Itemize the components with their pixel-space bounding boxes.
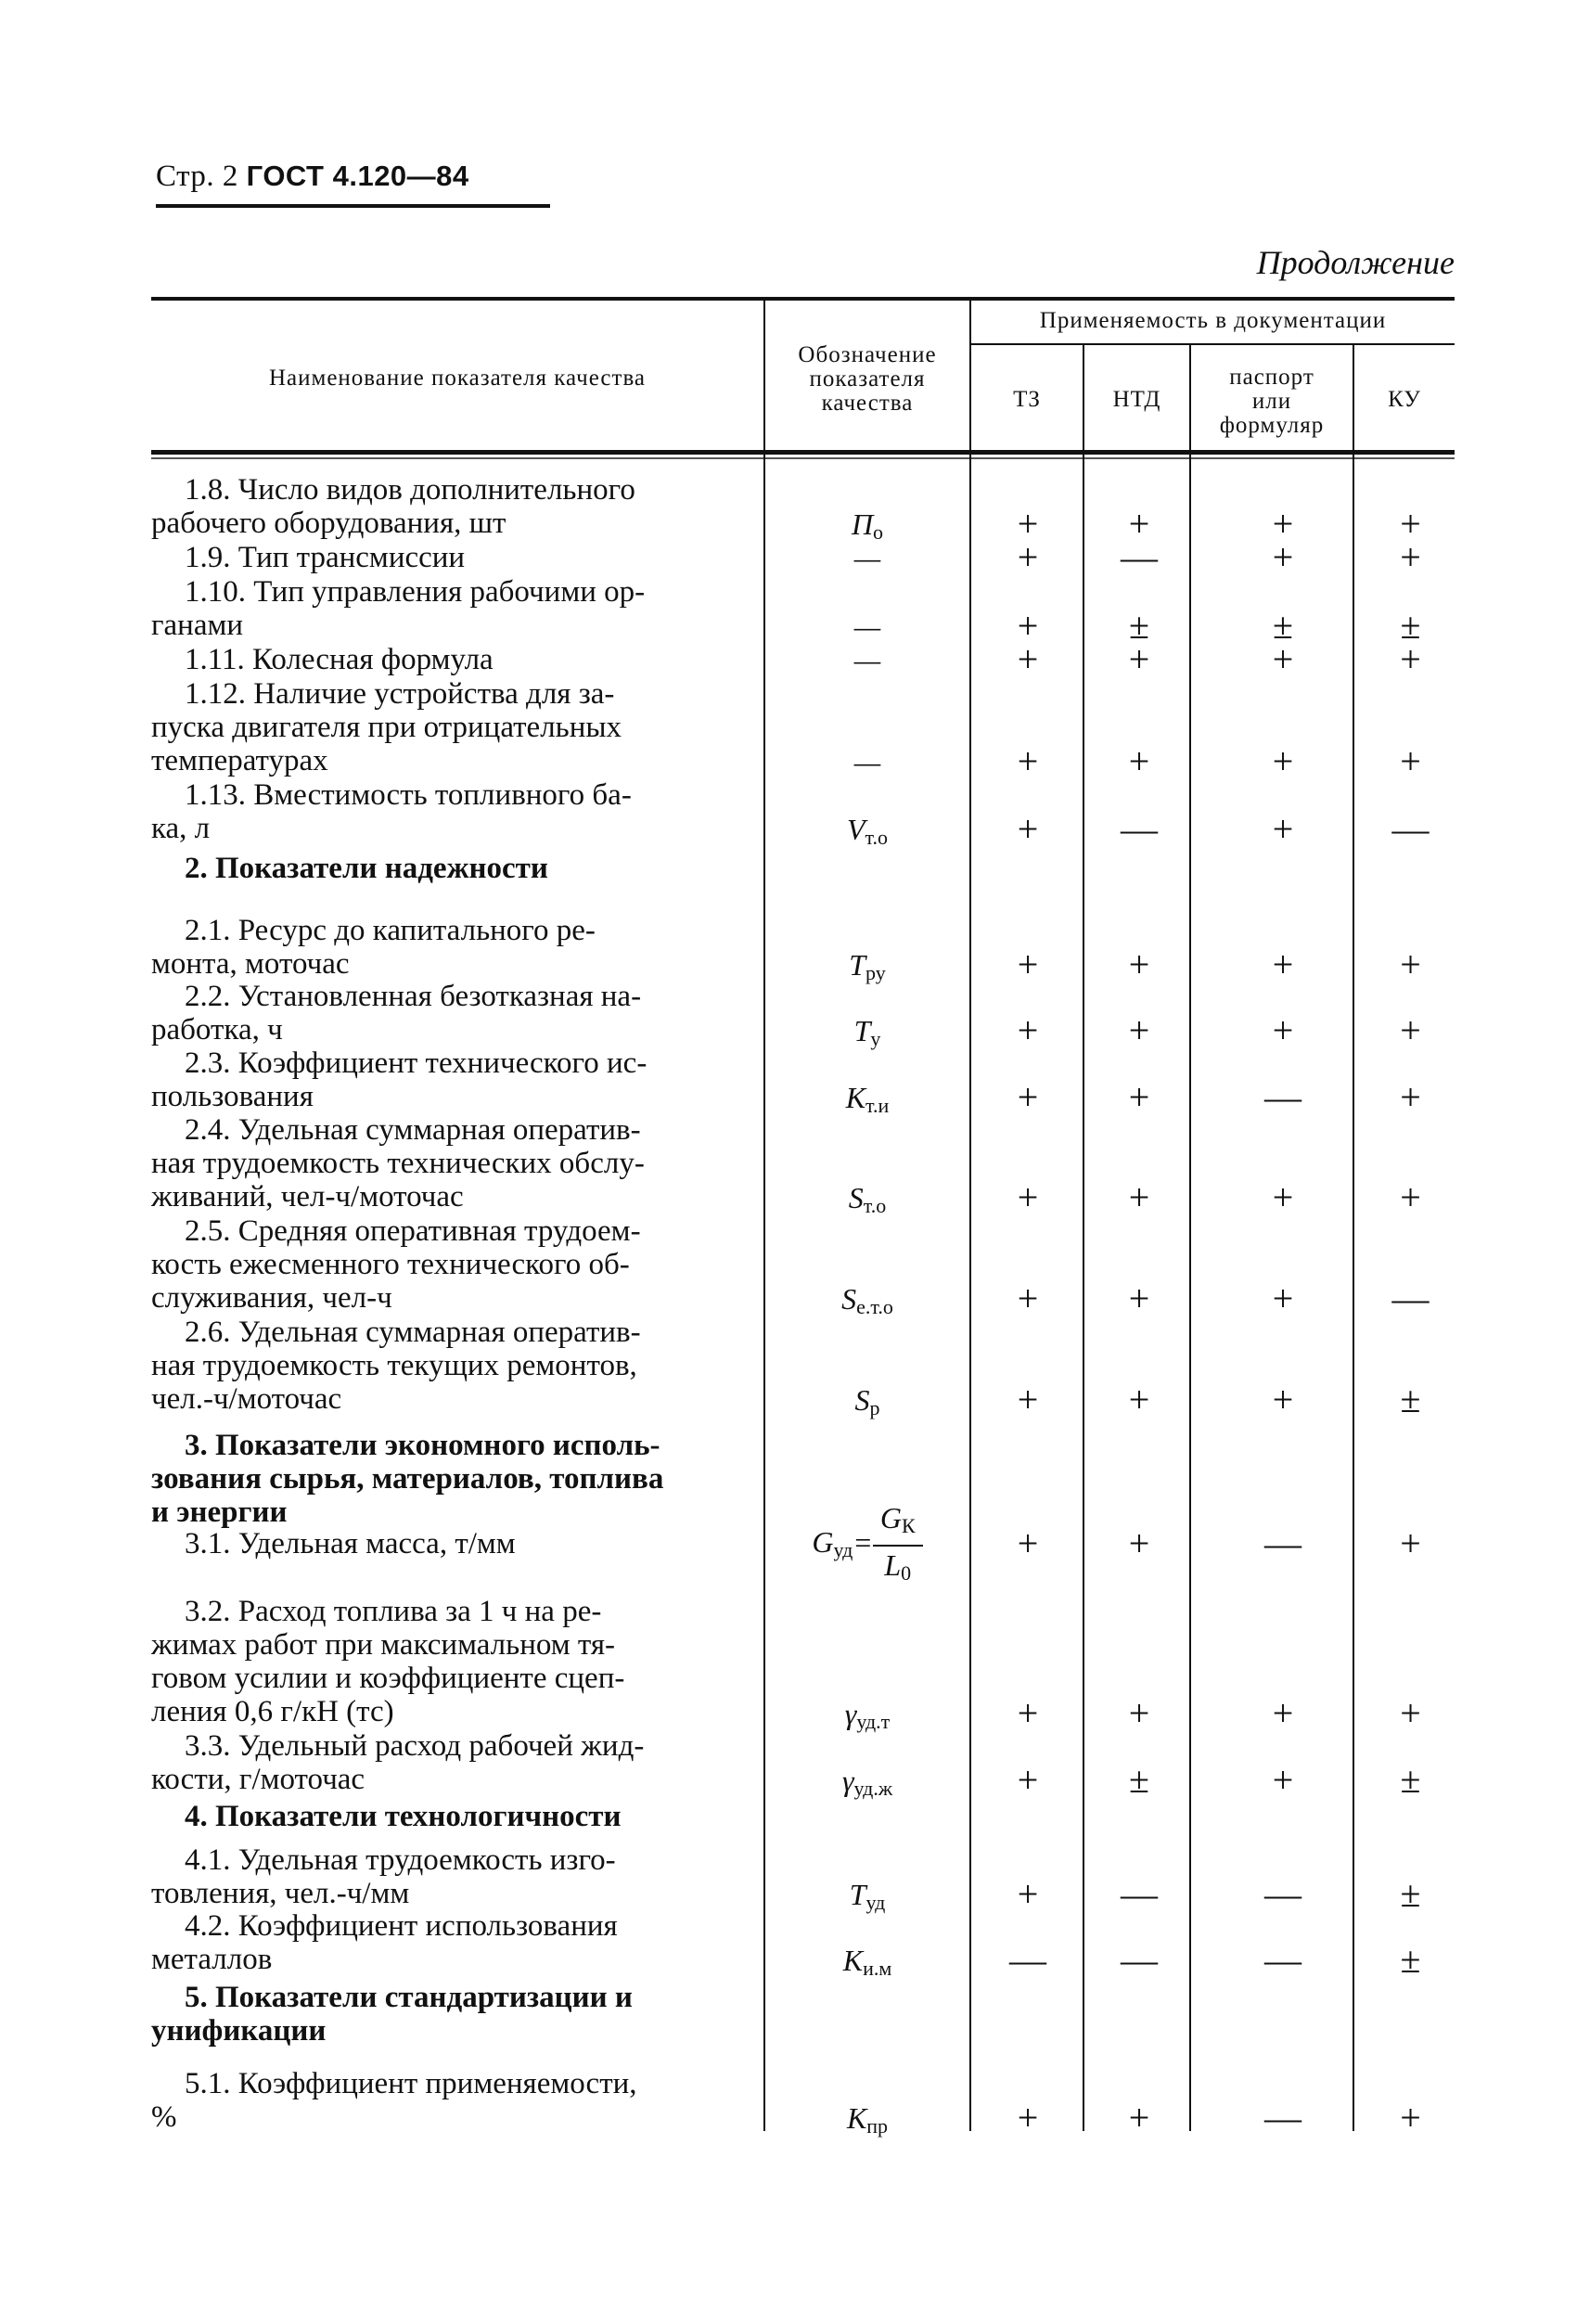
designation-symbol: γ (841, 1763, 854, 1797)
indicator-name-line: ка, л (151, 812, 211, 845)
ntd-mark: + (1128, 638, 1150, 680)
passport-mark: + (1272, 1176, 1294, 1218)
tz-mark: + (1017, 1758, 1039, 1801)
designation-symbol: S (848, 1181, 864, 1214)
designation-cell (765, 1381, 969, 1427)
indicator-name (151, 575, 759, 642)
indicator-name-line: 1.12. Наличие устройства для за- (185, 677, 615, 711)
indicator-name-line: жимах работ при максимальном тя- (151, 1628, 616, 1662)
designation-symbol: T (849, 1877, 866, 1911)
indicator-name-line: живаний, чел-ч/моточас (151, 1180, 464, 1213)
gost-number: ГОСТ 4.120—84 (246, 160, 469, 192)
indicator-name-line: унификации (151, 2014, 327, 2048)
header-tz: ТЗ (1013, 387, 1041, 412)
indicator-name (151, 1843, 759, 1910)
tz-mark: + (1017, 2096, 1039, 2138)
indicator-name-line: температурах (151, 744, 328, 777)
tz-mark: + (1017, 1075, 1039, 1118)
designation-cell (765, 1942, 969, 1987)
indicator-name-line: пуска двигателя при отрицательных (151, 711, 622, 744)
ku-mark: + (1400, 1008, 1421, 1051)
ku-mark: ± (1400, 1872, 1421, 1915)
ku-mark: + (1400, 1522, 1421, 1564)
tz-mark: + (1017, 1176, 1039, 1218)
designation-subscript: о (873, 520, 884, 544)
designation-cell (765, 1695, 969, 1740)
indicator-name-line: 1.13. Вместимость топливного ба- (185, 778, 632, 812)
indicator-name-line: 1.11. Колесная формула (185, 643, 494, 676)
designation-cell (765, 946, 969, 992)
indicator-name (151, 1595, 759, 1728)
designation-cell (765, 2099, 969, 2145)
header-passport-line: паспорт (1229, 365, 1314, 390)
indicator-name-line: металлов (151, 1943, 273, 1976)
indicator-name (151, 1214, 759, 1315)
indicator-name-line: чел.-ч/моточас (151, 1382, 342, 1416)
passport-mark: + (1272, 740, 1294, 782)
ntd-mark: + (1128, 1075, 1150, 1118)
header-ku: КУ (1388, 387, 1421, 412)
indicator-name-line: 5.1. Коэффициент применяемости, (185, 2067, 637, 2100)
passport-mark: + (1272, 1278, 1294, 1319)
ntd-mark: + (1128, 1691, 1150, 1734)
designation-subscript: пр (866, 2113, 889, 2138)
header-rule (156, 204, 550, 208)
formula-lhs-subscript: уд (833, 1538, 853, 1562)
designation-subscript: уд.ж (853, 1776, 893, 1800)
indicator-name-line: 1.8. Число видов дополнительного (185, 473, 635, 507)
designation-subscript: т.о (865, 825, 888, 849)
applicability-rule (969, 343, 1455, 345)
indicator-name-line: работка, ч (151, 1013, 283, 1046)
indicator-name-line: кости, г/моточас (151, 1763, 365, 1796)
designation-cell (765, 1079, 969, 1124)
designation-subscript: уд.т (856, 1709, 891, 1733)
indicator-name (151, 1316, 759, 1416)
section-heading (151, 1429, 759, 1529)
indicator-name (151, 1046, 759, 1113)
designation-symbol: V (846, 812, 865, 846)
indicator-name-line: 2.3. Коэффициент технического ис- (185, 1046, 647, 1080)
indicator-name (151, 914, 759, 981)
indicator-name-line: 5. Показатели стандартизации и (185, 1981, 633, 2014)
ku-mark: + (1400, 536, 1421, 578)
ku-mark: + (1400, 740, 1421, 782)
header-designation-line: качества (821, 391, 914, 416)
indicator-name-line: 4. Показатели технологичности (185, 1800, 622, 1833)
formula-denominator-subscript: 0 (901, 1561, 912, 1585)
passport-mark: + (1272, 1691, 1294, 1734)
indicator-name-line: ная трудоемкость технических обслу- (151, 1147, 645, 1180)
passport-mark: + (1272, 536, 1294, 578)
ntd-mark: + (1128, 1278, 1150, 1319)
indicator-name (151, 1527, 759, 1560)
designation-symbol: — (853, 643, 881, 676)
designation-cell (765, 1499, 969, 1592)
passport-mark: + (1272, 638, 1294, 680)
tz-mark: + (1017, 1522, 1039, 1564)
indicator-name-line: 2.5. Средняя оперативная трудоем- (185, 1214, 641, 1248)
designation-cell (765, 641, 969, 678)
passport-mark: — (1264, 1522, 1301, 1564)
table-top-rule (151, 297, 1455, 301)
page-header (156, 160, 469, 194)
ntd-mark: — (1121, 1938, 1158, 1981)
indicator-name-line: 4.1. Удельная трудоемкость изго- (185, 1843, 616, 1877)
designation-cell (765, 1762, 969, 1807)
designation-symbol: — (853, 745, 881, 778)
designation-cell (765, 1179, 969, 1225)
header-designation-col (765, 343, 969, 416)
tz-mark: + (1017, 1379, 1039, 1420)
passport-mark: ± (1273, 604, 1293, 647)
ntd-mark: — (1121, 807, 1158, 850)
ntd-mark: + (1128, 740, 1150, 782)
indicator-name (151, 980, 759, 1046)
ku-mark: — (1391, 1278, 1430, 1319)
ku-mark: ± (1400, 604, 1421, 647)
designation-symbol: K (842, 1943, 864, 1977)
indicator-name (151, 677, 759, 777)
passport-mark: + (1272, 1379, 1294, 1420)
indicator-name-line: 1.9. Тип трансмиссии (185, 541, 466, 574)
indicator-name (151, 643, 759, 676)
passport-mark: — (1264, 2096, 1301, 2138)
indicator-name-line: служивания, чел-ч (151, 1281, 392, 1315)
column-divider (969, 299, 971, 2131)
header-passport-line: формуляр (1219, 413, 1325, 438)
tz-mark: + (1017, 740, 1039, 782)
passport-mark: — (1264, 1872, 1301, 1915)
ku-mark: ± (1400, 1758, 1421, 1801)
ntd-mark: + (1128, 1008, 1150, 1051)
header-ntd: НТД (1112, 387, 1161, 412)
indicator-name-line: 2.6. Удельная суммарная оператив- (185, 1316, 641, 1349)
designation-symbol: K (846, 2100, 867, 2135)
header-designation-line: Обозначение (798, 342, 937, 367)
header-passport (1191, 366, 1353, 438)
ntd-mark: + (1128, 2096, 1150, 2138)
tz-mark: + (1017, 1872, 1039, 1915)
ku-mark: + (1400, 1075, 1421, 1118)
passport-mark: + (1272, 943, 1294, 985)
indicator-name-line: ления 0,6 г/кН (тс) (151, 1695, 394, 1728)
passport-mark: + (1272, 502, 1294, 545)
tz-mark: + (1017, 943, 1039, 985)
tz-mark: + (1017, 1008, 1039, 1051)
tz-mark: + (1017, 502, 1039, 545)
formula-lhs: $G_{уд}$ (812, 1525, 853, 1562)
passport-mark: + (1272, 807, 1294, 850)
page-number: Стр. 2 (156, 160, 238, 193)
ku-mark: ± (1400, 1938, 1421, 1981)
section-heading (151, 852, 759, 885)
designation-cell (765, 1012, 969, 1058)
tz-mark: — (1009, 1938, 1046, 1981)
ntd-mark: + (1128, 502, 1150, 545)
designation-symbol: — (853, 609, 881, 643)
indicator-name-line: % (151, 2100, 177, 2134)
designation-symbol: S (841, 1282, 857, 1316)
indicator-name-line: 3.1. Удельная масса, т/мм (185, 1527, 516, 1560)
tz-mark: + (1017, 1691, 1039, 1734)
ntd-mark: ± (1129, 604, 1149, 647)
ku-mark: + (1400, 2096, 1421, 2138)
tz-mark: + (1017, 604, 1039, 647)
designation-subscript: е.т.о (856, 1295, 893, 1318)
ntd-mark: ± (1129, 1758, 1149, 1801)
indicator-name (151, 1909, 759, 1976)
indicator-name-line: товления, чел.-ч/мм (151, 1877, 410, 1910)
ku-mark: + (1400, 1176, 1421, 1218)
header-applicability: Применяемость в документации (1039, 308, 1387, 333)
ntd-mark: + (1128, 1522, 1150, 1564)
passport-mark: + (1272, 1758, 1294, 1801)
designation-cell (765, 608, 969, 645)
header-designation-line: показателя (809, 366, 926, 392)
designation-symbol: K (845, 1080, 866, 1114)
indicator-name (151, 2067, 759, 2134)
designation-symbol: γ (844, 1696, 857, 1730)
ku-mark: + (1400, 1691, 1421, 1734)
header-bottom-rule-thin (151, 457, 1455, 459)
ntd-mark: — (1121, 536, 1158, 578)
passport-mark: + (1272, 1008, 1294, 1051)
column-divider (1083, 345, 1084, 2131)
indicator-name-line: 3. Показатели экономного исполь- (185, 1429, 660, 1462)
indicator-name-line: 3.3. Удельный расход рабочей жид- (185, 1729, 645, 1763)
indicator-name-line: 2.1. Ресурс до капитального ре- (185, 914, 596, 947)
formula-numerator-subscript: К (901, 1514, 916, 1537)
designation-symbol: — (853, 541, 881, 574)
ntd-mark: + (1128, 1176, 1150, 1218)
indicator-name-line: ганами (151, 609, 244, 642)
designation-symbol: S (854, 1383, 870, 1417)
designation-subscript: р (869, 1396, 880, 1419)
indicator-name-line: ная трудоемкость текущих ремонтов, (151, 1349, 637, 1382)
continuation-label: Продолжение (1256, 244, 1455, 281)
designation-subscript: уд (865, 1890, 886, 1914)
header-bottom-rule (151, 450, 1455, 455)
indicator-name-line: и энергии (151, 1496, 288, 1529)
designation-cell (765, 539, 969, 576)
section-heading (151, 1800, 759, 1833)
designation-symbol: T (849, 947, 866, 982)
indicator-name-line: 3.2. Расход топлива за 1 ч на ре- (185, 1595, 602, 1628)
ntd-mark: — (1121, 1872, 1158, 1915)
designation-subscript: и.м (863, 1956, 892, 1980)
indicator-name-line: 2.4. Удельная суммарная оператив- (185, 1113, 641, 1147)
indicator-name-line: зования сырья, материалов, топлива (151, 1462, 664, 1496)
designation-subscript: т.о (863, 1194, 887, 1217)
designation-cell (765, 1876, 969, 1921)
designation-symbol: П (851, 507, 874, 541)
ntd-mark: + (1128, 1379, 1150, 1420)
indicator-name-line: кость ежесменного технического об- (151, 1248, 630, 1281)
indicator-name (151, 541, 759, 574)
designation-subscript: ру (865, 960, 886, 984)
indicator-name-line: пользования (151, 1080, 314, 1113)
indicator-name-line: говом усилии и коэффициенте сцеп- (151, 1662, 625, 1695)
header-name-col: Наименование показателя качества (268, 366, 647, 391)
ku-mark: — (1391, 807, 1430, 850)
indicator-name (151, 1729, 759, 1796)
indicator-name (151, 473, 759, 540)
indicator-name-line: 1.10. Тип управления рабочими ор- (185, 575, 646, 609)
indicator-name-line: 4.2. Коэффициент использования (185, 1909, 618, 1943)
indicator-name-line: рабочего оборудования, шт (151, 507, 506, 540)
designation-cell (765, 743, 969, 780)
passport-mark: — (1264, 1938, 1301, 1981)
formula-numerator: $G_К$ (873, 1499, 923, 1547)
passport-mark: — (1264, 1075, 1301, 1118)
indicator-name-line: 2.2. Установленная безотказная на- (185, 980, 642, 1013)
header-passport-line: или (1251, 389, 1292, 414)
formula-fraction (873, 1499, 923, 1592)
indicator-name-line: монта, моточас (151, 947, 350, 981)
indicator-name (151, 1113, 759, 1213)
formula-equals: = (853, 1525, 873, 1560)
tz-mark: + (1017, 807, 1039, 850)
tz-mark: + (1017, 638, 1039, 680)
indicator-name-line: 2. Показатели надежности (185, 852, 548, 885)
ku-mark: + (1400, 502, 1421, 545)
indicator-name (151, 778, 759, 845)
designation-cell (765, 1280, 969, 1326)
ku-mark: + (1400, 943, 1421, 985)
designation-symbol: T (853, 1013, 871, 1047)
ku-mark: ± (1400, 1379, 1421, 1420)
ku-mark: + (1400, 638, 1421, 680)
formula-denominator: $L_0$ (884, 1548, 912, 1585)
tz-mark: + (1017, 536, 1039, 578)
tz-mark: + (1017, 1278, 1039, 1319)
designation-cell (765, 811, 969, 856)
designation-subscript: у (870, 1026, 881, 1050)
section-heading (151, 1981, 759, 2048)
designation-subscript: т.и (865, 1093, 890, 1117)
ntd-mark: + (1128, 943, 1150, 985)
